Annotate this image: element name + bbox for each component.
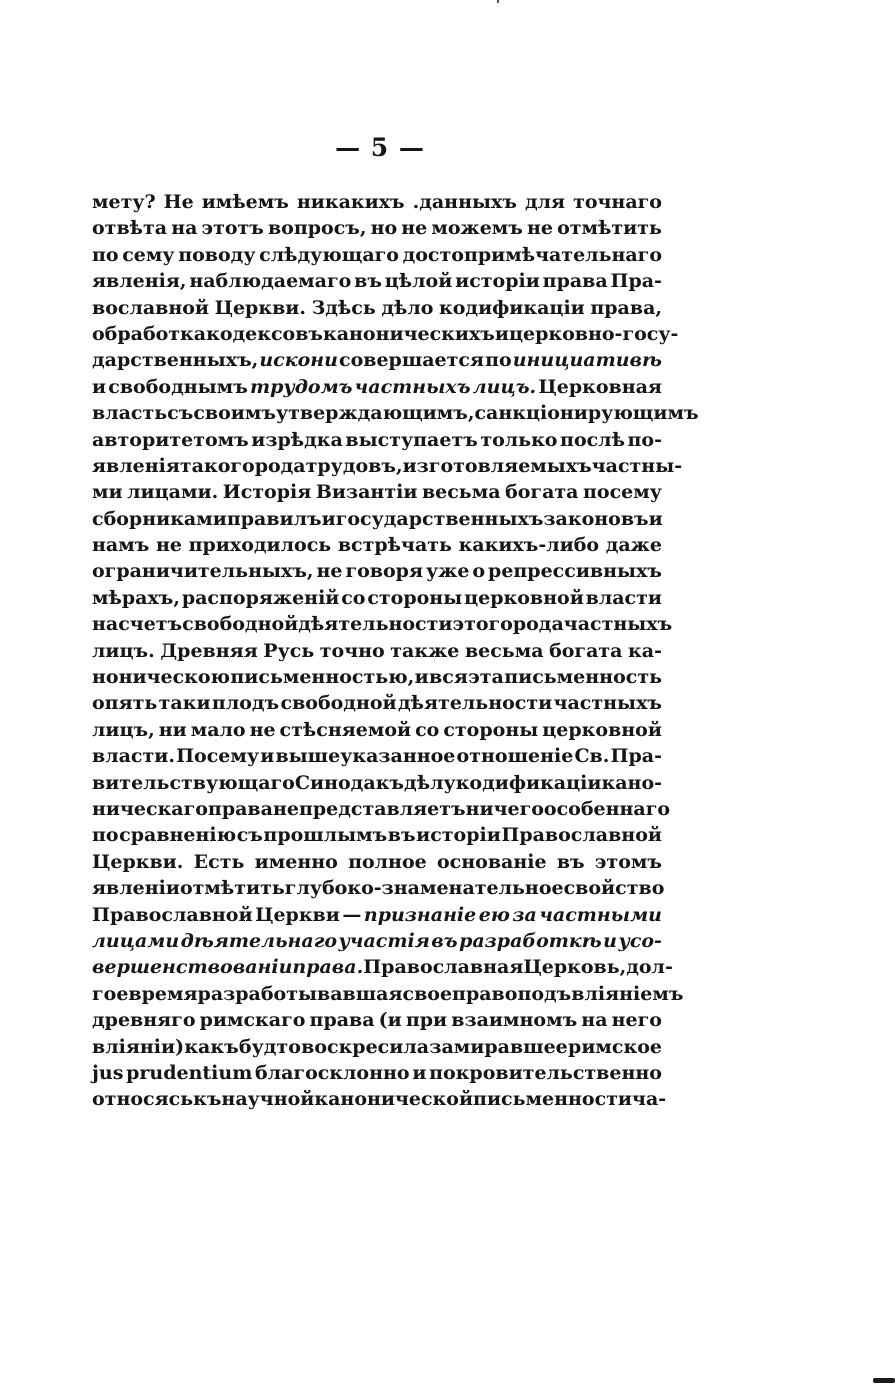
word: богата — [505, 481, 579, 504]
word: сборниками — [92, 507, 227, 530]
word: полное — [348, 850, 427, 873]
word: даже — [605, 534, 662, 557]
word: будто — [238, 1035, 301, 1058]
word: по- — [627, 428, 662, 451]
word: вославной — [92, 296, 210, 319]
word: кодификаціи — [455, 771, 602, 794]
word: намъ — [92, 534, 150, 557]
text-line — [92, 453, 683, 479]
word: послѣ — [560, 428, 625, 451]
word: какихъ-либо — [458, 534, 600, 557]
word: представляетъ — [298, 797, 466, 820]
word: для — [524, 191, 566, 213]
text-line — [92, 743, 662, 769]
word: Пра- — [610, 745, 662, 768]
word: древняго — [92, 1009, 196, 1032]
word: отмѣтить — [179, 877, 285, 900]
italic-word: лицами — [92, 929, 180, 952]
word: отвѣта — [92, 217, 168, 240]
word: относясь — [92, 1088, 194, 1111]
word: со — [415, 718, 440, 741]
word: утверждающимъ, — [275, 402, 475, 425]
word: дѣлу — [404, 771, 456, 794]
word: съ — [167, 402, 194, 425]
text-line — [92, 875, 665, 901]
word: Древняя — [160, 639, 258, 662]
word: римское — [568, 1035, 662, 1058]
word: кодификаціи — [439, 296, 585, 319]
word: частныхъ — [563, 613, 673, 636]
word: богата — [549, 639, 623, 662]
paper-speck — [497, 0, 499, 3]
word: право — [452, 982, 518, 1005]
word: Посему — [176, 745, 260, 768]
word: Православной — [92, 903, 253, 926]
word: въ — [354, 270, 382, 293]
word: авторитетомъ — [92, 428, 249, 451]
word: какъ — [184, 1035, 239, 1058]
word: также — [390, 639, 460, 662]
word: свободной — [182, 613, 299, 636]
word: время — [128, 982, 198, 1005]
word: права — [207, 797, 273, 820]
text-line — [92, 611, 673, 637]
word: исторіи — [416, 824, 501, 847]
word: ми — [92, 481, 123, 504]
word: своимъ — [193, 402, 276, 425]
word: и — [648, 507, 663, 530]
word: замиравшее — [429, 1035, 568, 1058]
text-line — [92, 717, 662, 743]
text-line — [92, 954, 673, 980]
word: взаимномъ — [451, 1009, 578, 1032]
italic-word: участія — [338, 929, 430, 952]
word: отношеніе — [456, 745, 574, 768]
word: точно — [319, 639, 385, 662]
word: именно — [254, 850, 338, 873]
word: особеннаго — [543, 797, 671, 820]
text-line — [92, 558, 662, 584]
word: Не — [163, 191, 194, 213]
word: вліяніемъ — [571, 982, 684, 1005]
word: вышеуказанное — [275, 745, 456, 768]
word: по — [485, 349, 512, 372]
text-line — [92, 189, 662, 215]
word: и — [321, 507, 336, 530]
text-line — [92, 427, 662, 453]
italic-word: разработкѣ — [459, 929, 602, 952]
text-line — [92, 1086, 667, 1112]
word: не — [401, 217, 428, 240]
word: и — [92, 375, 107, 398]
word: благосклонно — [255, 1061, 410, 1084]
word: власти. — [92, 745, 175, 768]
word: явленіи — [92, 877, 180, 900]
text-line — [92, 400, 699, 426]
word: церковной — [542, 718, 662, 741]
word: вліяніи) — [92, 1035, 185, 1058]
word: изрѣдка — [251, 428, 343, 451]
word: санкціонирующимъ — [474, 402, 699, 425]
text-line — [92, 902, 662, 928]
word: и — [414, 666, 429, 689]
word: ограничительныхъ, — [92, 560, 314, 583]
word: лицъ, — [92, 718, 155, 741]
word: встрѣчать — [337, 534, 452, 557]
word: явленія, — [92, 270, 187, 293]
word: стѣсняемой — [279, 718, 412, 741]
word: письменность — [504, 666, 662, 689]
word: къ — [193, 1088, 222, 1111]
word: слѣдующаго — [259, 243, 399, 266]
word: мету? — [92, 191, 156, 213]
word: дѣло — [381, 296, 434, 319]
word: Церкви. — [92, 850, 184, 873]
italic-word: частныхъ — [354, 375, 471, 398]
word: частны- — [591, 454, 683, 477]
italic-word: инициативѣ — [512, 349, 662, 372]
text-line — [92, 928, 662, 954]
word: такого — [179, 454, 255, 477]
word: .данныхъ — [412, 191, 517, 213]
word: по — [92, 243, 119, 266]
text-line — [92, 215, 662, 241]
word: свободнымъ — [108, 375, 248, 398]
word: канонической — [314, 1088, 474, 1111]
word: этого — [452, 613, 513, 636]
word: Исторія — [222, 481, 312, 504]
italic-word: вершенствованіи — [92, 956, 293, 979]
word: совершается — [339, 349, 485, 372]
italic-word: за — [512, 903, 537, 926]
word: разработывавшая — [197, 982, 403, 1005]
word: рода — [254, 454, 306, 477]
word: ничего — [465, 797, 544, 820]
word: — — [342, 903, 362, 926]
word: частныхъ — [553, 692, 662, 715]
body-text — [92, 189, 699, 1113]
italic-word: усо- — [618, 929, 662, 952]
word: имѣемъ — [201, 191, 289, 213]
word: въ — [387, 824, 416, 847]
italic-word: дѣятельнаго — [180, 929, 338, 952]
word: о — [472, 560, 486, 583]
word: prudentium — [126, 1061, 253, 1084]
word: вопросъ, — [267, 217, 367, 240]
word: свойство — [563, 877, 665, 900]
text-line — [92, 822, 662, 848]
text-line — [92, 374, 662, 400]
word: воскресила — [301, 1035, 430, 1058]
text-line — [92, 1007, 662, 1033]
word: дол- — [626, 956, 673, 979]
word: Пра- — [610, 270, 662, 293]
page-number: — 5 — — [335, 133, 425, 162]
word: поводу — [178, 243, 256, 266]
word: основаніе — [437, 850, 547, 873]
word: письменности — [473, 1088, 633, 1111]
word: на — [171, 217, 198, 240]
word: ка- — [628, 639, 662, 662]
word: наблюдаемаго — [189, 270, 352, 293]
word: власть — [92, 402, 168, 425]
word: государственныхъ — [335, 507, 544, 530]
word: права — [309, 1009, 375, 1032]
word: Церковная — [538, 375, 662, 398]
word: и — [260, 745, 275, 768]
word: подъ — [517, 982, 572, 1005]
word: свободной — [280, 692, 397, 715]
word: права — [542, 270, 608, 293]
word: Церковь, — [523, 956, 627, 979]
word: Есть — [193, 850, 245, 873]
word: церковной — [464, 586, 584, 609]
text-line — [92, 506, 662, 532]
word: явленія — [92, 454, 180, 477]
text-line — [92, 479, 662, 505]
word: гое — [92, 982, 129, 1005]
text-line — [92, 770, 662, 796]
word: репрессивныхъ — [488, 560, 662, 583]
text-line — [92, 1034, 662, 1060]
word: достопримѣчательнаго — [402, 243, 662, 266]
word: къ — [375, 771, 404, 794]
word: Православной — [501, 824, 662, 847]
word: правилъ — [226, 507, 322, 530]
italic-word: и — [603, 929, 617, 952]
word: эта — [468, 666, 504, 689]
word: посему — [583, 481, 662, 504]
word: римскаго — [199, 1009, 306, 1032]
word: кано- — [601, 771, 662, 794]
word: со — [341, 586, 366, 609]
word: на — [581, 1009, 608, 1032]
word: Церкви. — [214, 296, 306, 319]
text-line — [92, 321, 679, 347]
text-line — [92, 295, 662, 321]
word: стороны — [443, 718, 539, 741]
text-line — [92, 849, 662, 875]
word: дѣятельности — [298, 613, 453, 636]
word: стороны — [367, 586, 463, 609]
word: плодъ — [211, 692, 280, 715]
italic-word: трудомъ — [249, 375, 353, 398]
word: точнаго — [573, 191, 662, 213]
word: jus — [92, 1061, 124, 1084]
text-line — [92, 268, 662, 294]
word: Здѣсь — [311, 296, 376, 319]
text-line — [92, 347, 662, 373]
word: права, — [590, 296, 662, 319]
word: на — [92, 613, 119, 636]
word: распоряженій — [181, 586, 340, 609]
text-line — [92, 664, 662, 690]
word: не — [249, 718, 276, 741]
word: лицъ. — [92, 639, 155, 662]
word: дарственныхъ, — [92, 349, 259, 372]
word: сравненію — [119, 824, 237, 847]
text-line — [92, 585, 662, 611]
word: опять — [92, 692, 158, 715]
text-line — [92, 638, 662, 664]
word: при — [405, 1009, 448, 1032]
italic-word: признаніе — [363, 903, 477, 926]
word: ни — [158, 718, 187, 741]
italic-word: права. — [292, 956, 364, 979]
text-line — [92, 690, 662, 716]
italic-word: искони — [259, 349, 338, 372]
word: ча- — [632, 1088, 667, 1111]
word: не — [155, 534, 182, 557]
word: глубоко-знаменательное — [284, 877, 564, 900]
word: Православная — [363, 956, 524, 979]
italic-word: лицъ. — [472, 375, 537, 398]
word: научной — [221, 1088, 315, 1111]
word: трудовъ, — [305, 454, 403, 477]
word: но — [370, 217, 398, 240]
word: мало — [190, 718, 246, 741]
page-edge-mark — [873, 1378, 895, 1383]
word: весьма — [464, 639, 544, 662]
text-line — [92, 796, 671, 822]
word: кодексовъ — [206, 322, 323, 345]
text-line — [92, 981, 684, 1007]
word: уже — [425, 560, 470, 583]
word: въ — [556, 850, 585, 873]
italic-word: въ — [431, 929, 458, 952]
word: счетъ — [118, 613, 183, 636]
word: съ — [236, 824, 263, 847]
word: изготовляемыхъ — [402, 454, 592, 477]
word: и — [494, 322, 509, 345]
word: церковно-госу- — [508, 322, 679, 345]
word: не — [316, 560, 343, 583]
word: Церкви — [255, 903, 340, 926]
word: лицами. — [127, 481, 219, 504]
word: него — [611, 1009, 662, 1032]
word: вся — [429, 666, 468, 689]
word: Византіи — [315, 481, 418, 504]
word: ноническою — [92, 666, 231, 689]
word: каноническихъ — [322, 322, 495, 345]
word: не — [526, 217, 553, 240]
word: обработка — [92, 322, 207, 345]
word: этотъ — [201, 217, 264, 240]
word: Св. — [574, 745, 610, 768]
word: вительствующаго — [92, 771, 295, 794]
word: по — [92, 824, 119, 847]
word: отмѣтить — [557, 217, 662, 240]
word: не — [272, 797, 299, 820]
italic-word: ею — [478, 903, 510, 926]
word: никакихъ — [296, 191, 405, 213]
word: только — [480, 428, 558, 451]
word: весьма — [421, 481, 501, 504]
word: мѣрахъ, — [92, 586, 180, 609]
text-line — [92, 1060, 662, 1086]
word: законовъ — [543, 507, 649, 530]
word: таки — [158, 692, 211, 715]
word: Русь — [263, 639, 315, 662]
word: говоря — [345, 560, 423, 583]
word: Синода — [294, 771, 376, 794]
word: письменностью, — [230, 666, 415, 689]
word: (и — [378, 1009, 402, 1032]
word: и — [412, 1061, 427, 1084]
word: выступаетъ — [345, 428, 478, 451]
word: сему — [122, 243, 175, 266]
word: цѣлой — [384, 270, 453, 293]
text-line — [92, 242, 662, 268]
word: этомъ — [594, 850, 662, 873]
word: власти — [585, 586, 662, 609]
word: дѣятельности — [397, 692, 553, 715]
word: покровительственно — [429, 1061, 662, 1084]
text-line — [92, 532, 662, 558]
word: приходилось — [188, 534, 332, 557]
word: ническаго — [92, 797, 208, 820]
word: можемъ — [431, 217, 523, 240]
word: рода — [512, 613, 564, 636]
word: прошлымъ — [263, 824, 388, 847]
italic-word: частными — [539, 903, 662, 926]
word: свое — [402, 982, 453, 1005]
word: исторіи — [455, 270, 540, 293]
